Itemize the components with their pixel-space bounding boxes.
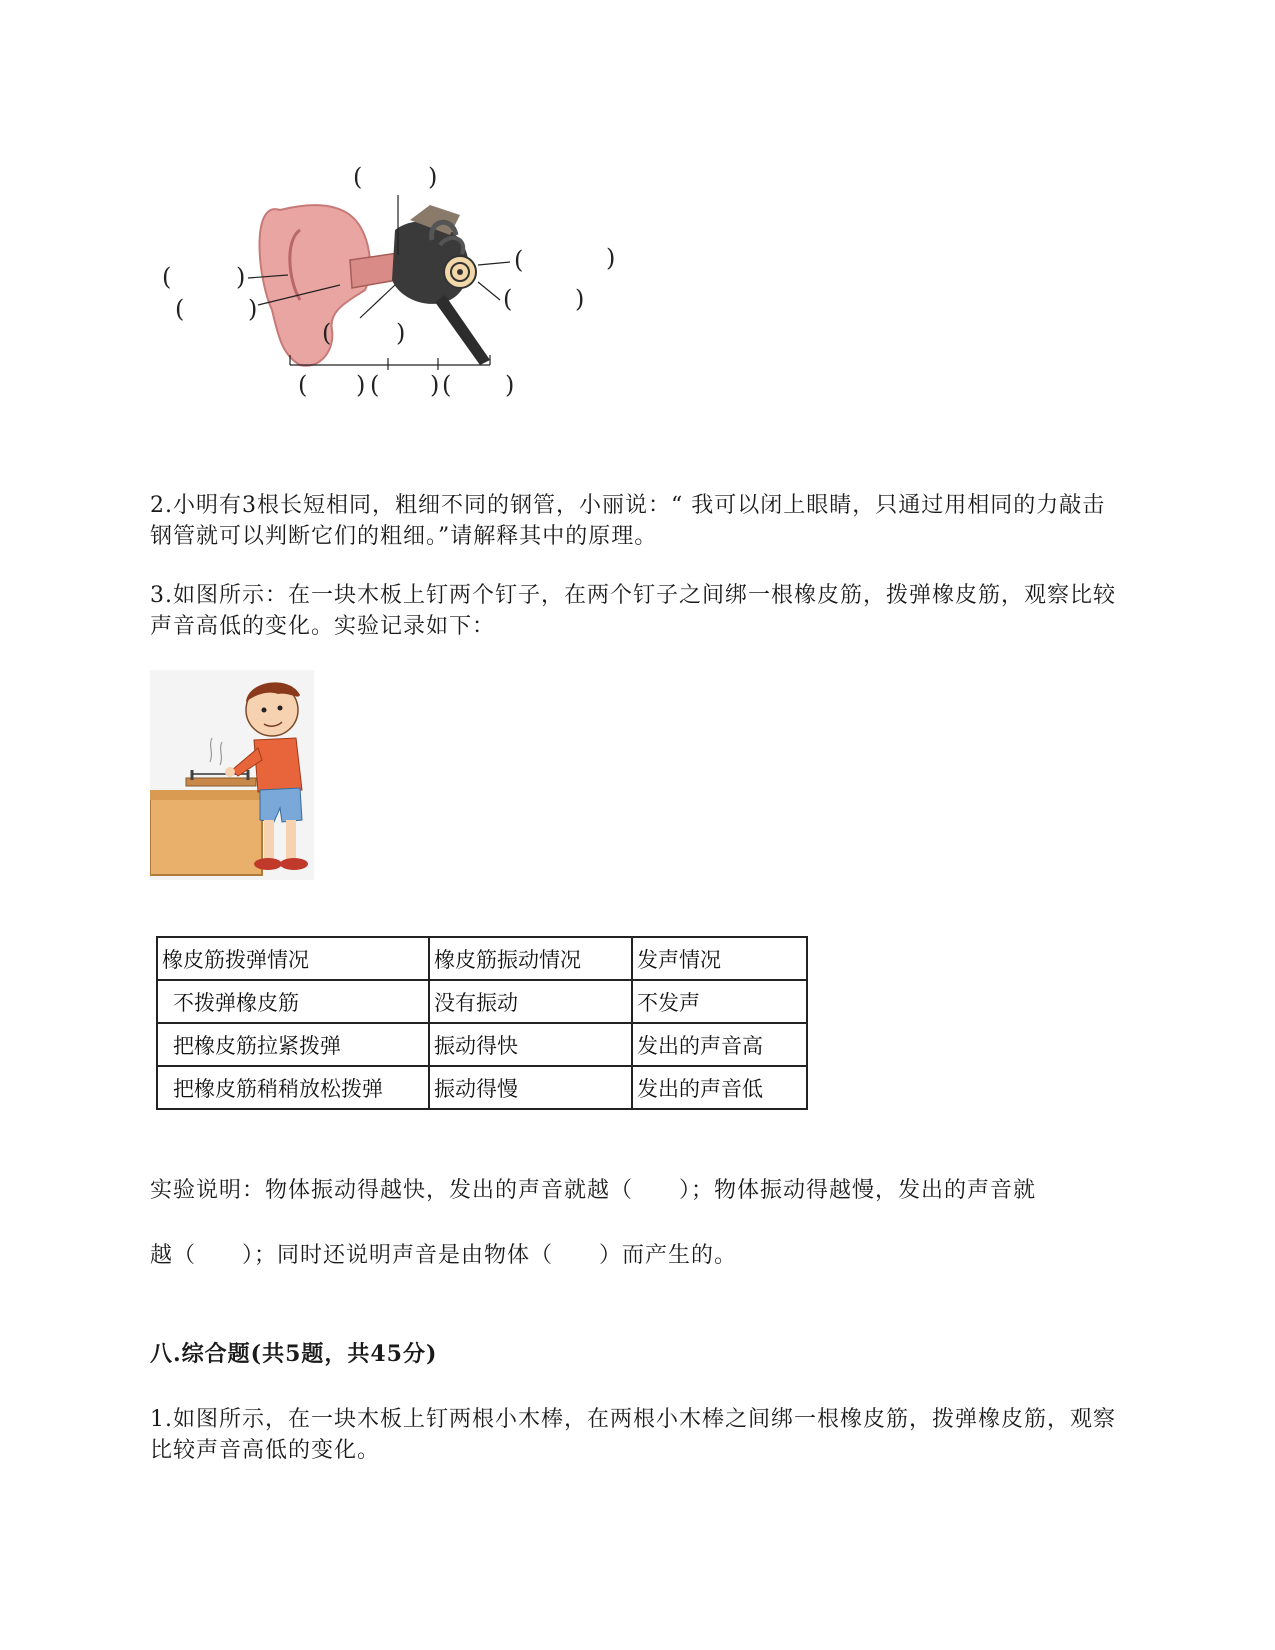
boy-plucking-illustration	[150, 670, 314, 880]
label-blank-top-open: (	[353, 163, 363, 191]
boy-desk-figure	[150, 670, 314, 880]
label-blank-left2-close: )	[248, 295, 258, 323]
section-8-title: 八.综合题(共5题，共45分)	[150, 1341, 438, 1367]
desk-shape	[150, 795, 262, 875]
table-cell: 振动得慢	[429, 1066, 632, 1109]
label-blank-mid-open: (	[322, 319, 332, 347]
section-8-question-1-text: 1.如图所示，在一块木板上钉两根小木棒，在两根小木棒之间绑一根橡皮筋，拨弹橡皮筋，观察比较声音高低的变化。	[150, 1407, 1116, 1463]
boy-shorts-shape	[260, 788, 302, 822]
question-3-text: 3.如图所示：在一块木板上钉两个钉子，在两个钉子之间绑一根橡皮筋，拨弹橡皮筋，观察比较声音高低的变化。实验记录如下：	[150, 583, 1116, 639]
table-header-cell: 发声情况	[632, 937, 807, 980]
table-cell: 发出的声音低	[632, 1066, 807, 1109]
label-blank-bottom3-close: )	[505, 371, 515, 399]
label-blank-bottom1-open: (	[298, 371, 308, 399]
table-cell: 把橡皮筋拉紧拨弹	[157, 1023, 429, 1066]
label-blank-mid-close: )	[396, 319, 406, 347]
table-row	[157, 980, 807, 1023]
experiment-note-line-2: 越（ ）；同时还说明声音是由物体（ ）而产生的。	[150, 1243, 738, 1268]
table-row	[157, 1023, 807, 1066]
table-header-cell: 橡皮筋拨弹情况	[157, 937, 429, 980]
wooden-board-shape	[186, 778, 256, 786]
experiment-note-line-1: 实验说明：物体振动得越快，发出的声音就越（ ）；物体振动得越慢，发出的声音就	[150, 1178, 1037, 1203]
label-blank-right2-close: )	[575, 285, 585, 313]
table-cell: 发出的声音高	[632, 1023, 807, 1066]
table-cell: 振动得快	[429, 1023, 632, 1066]
table-header-cell: 橡皮筋振动情况	[429, 937, 632, 980]
table-cell: 没有振动	[429, 980, 632, 1023]
ear-diagram	[160, 160, 630, 410]
label-blank-right1-open: (	[514, 246, 524, 274]
ear-anatomy-figure	[160, 160, 630, 410]
label-blank-left2-open: (	[175, 295, 185, 323]
label-blank-left1-close: )	[236, 263, 246, 291]
label-blank-right2-open: (	[503, 285, 513, 313]
table-cell: 把橡皮筋稍稍放松拨弹	[157, 1066, 429, 1109]
label-blank-bottom2-close: )	[430, 371, 440, 399]
table-cell: 不发声	[632, 980, 807, 1023]
experiment-record-table	[156, 936, 808, 1110]
label-blank-bottom2-open: (	[370, 371, 380, 399]
table-header-row	[157, 937, 807, 980]
eustachian-tube-shape	[435, 295, 490, 365]
label-blank-bottom3-open: (	[442, 371, 452, 399]
boy-shirt-shape	[254, 738, 302, 792]
question-2-text: 2.小明有3根长短相同，粗细不同的钢管，小丽说：“ 我可以闭上眼睛，只通过用相同的力敲击钢管就可以判断它们的粗细。”请解释其中的原理。	[150, 493, 1106, 549]
table-row	[157, 1066, 807, 1109]
label-blank-top-close: )	[428, 163, 438, 191]
table-cell: 不拨弹橡皮筋	[157, 980, 429, 1023]
label-blank-left1-open: (	[162, 263, 172, 291]
label-blank-bottom1-close: )	[356, 371, 366, 399]
label-blank-right1-close: )	[606, 244, 616, 272]
